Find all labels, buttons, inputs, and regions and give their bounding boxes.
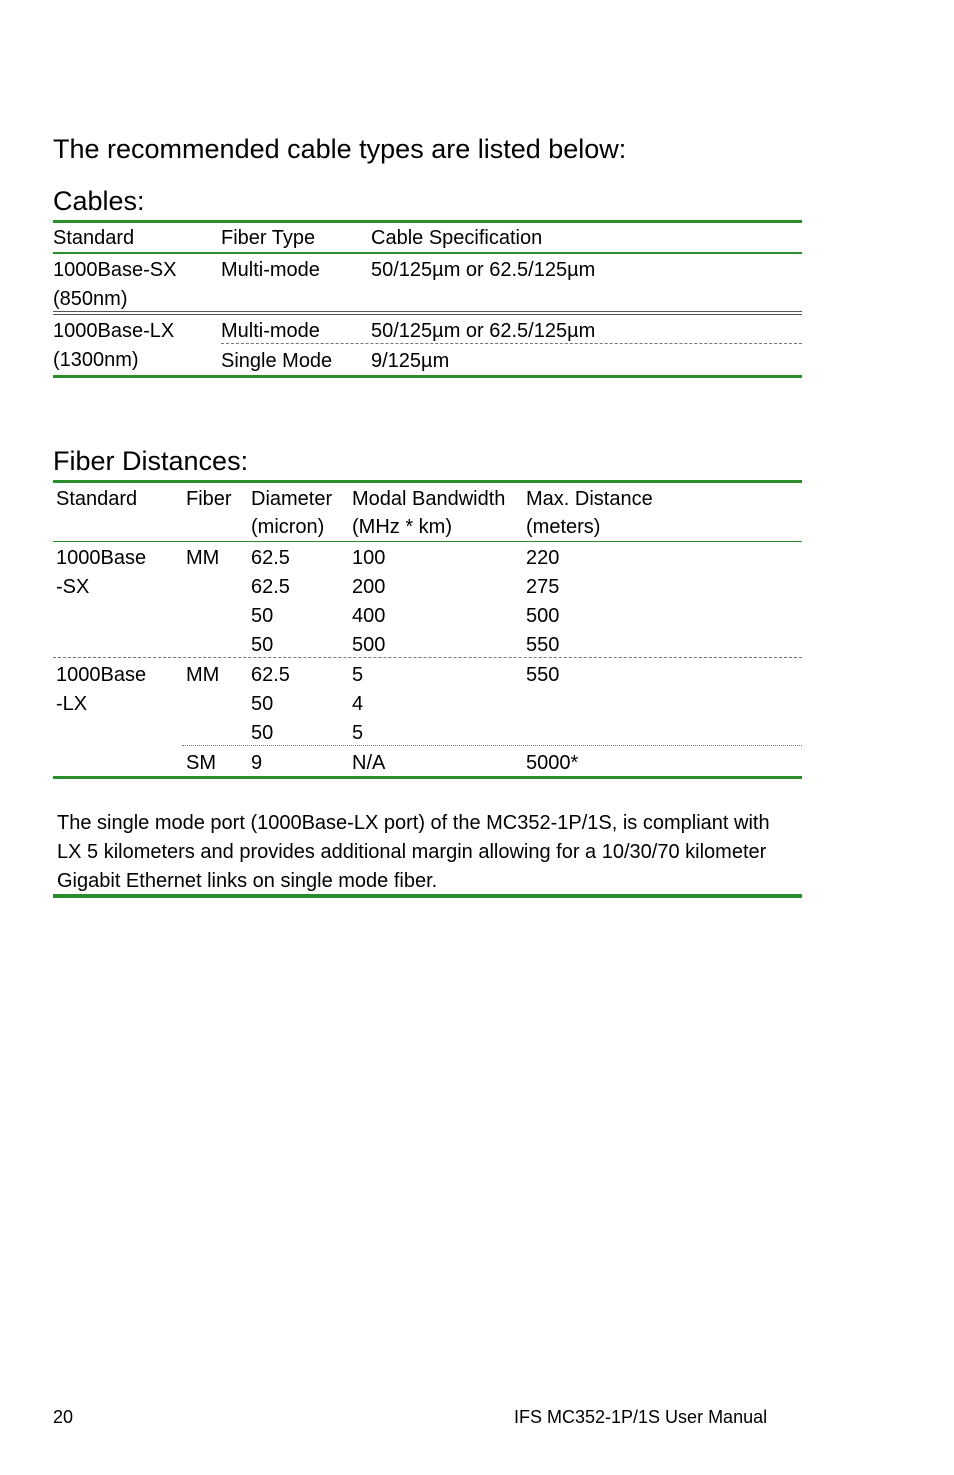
distances-cell-diameter: 50 (251, 722, 274, 744)
distances-cell-diameter: 50 (251, 634, 274, 656)
distances-cell-bandwidth: 200 (352, 576, 386, 598)
distances-cell-diameter: 9 (251, 752, 263, 774)
distances-header-diameter-unit: (micron) (251, 516, 325, 538)
distances-header-fiber: Fiber (186, 488, 232, 510)
cables-header-standard: Standard (53, 227, 135, 249)
cables-cell-standard: 1000Base-LX (53, 320, 175, 342)
distances-cell-max-distance: 5000* (526, 752, 579, 774)
distances-cell-diameter: 50 (251, 605, 274, 627)
note-bottom-rule (53, 894, 802, 898)
distances-cell-fiber: MM (186, 664, 220, 686)
distances-header-diameter: Diameter (251, 488, 333, 510)
distances-cell-bandwidth: 5 (352, 722, 364, 744)
cables-cell-fiber-type: Multi-mode (221, 320, 320, 342)
distances-cell-max-distance: 220 (526, 547, 560, 569)
distances-cell-bandwidth: 400 (352, 605, 386, 627)
distances-cell-bandwidth: 500 (352, 634, 386, 656)
distances-cell-max-distance: 550 (526, 664, 560, 686)
distances-cell-fiber: SM (186, 752, 216, 774)
cables-cell-wavelength: (850nm) (53, 288, 128, 310)
distances-cell-standard: -LX (56, 693, 88, 715)
cables-cell-spec: 50/125µm or 62.5/125µm (371, 320, 596, 342)
distances-title: Fiber Distances: (53, 446, 249, 476)
cables-subrow-rule (221, 343, 802, 344)
cables-cell-fiber-type: Single Mode (221, 350, 333, 372)
cables-cell-wavelength: (1300nm) (53, 349, 139, 371)
cables-top-rule (53, 220, 802, 223)
cables-bottom-rule (53, 375, 802, 378)
distances-cell-bandwidth: 5 (352, 664, 364, 686)
distances-cell-max-distance: 500 (526, 605, 560, 627)
distances-cell-max-distance: 275 (526, 576, 560, 598)
distances-header-max-distance-unit: (meters) (526, 516, 601, 538)
distances-cell-standard: -SX (56, 576, 90, 598)
distances-header-bandwidth: Modal Bandwidth (352, 488, 506, 510)
distances-cell-diameter: 62.5 (251, 547, 290, 569)
cables-cell-spec: 9/125µm (371, 350, 450, 372)
distances-cell-standard: 1000Base (56, 664, 147, 686)
distances-cell-standard: 1000Base (56, 547, 147, 569)
distances-header-rule (53, 541, 802, 542)
cables-header-fiber-type: Fiber Type (221, 227, 316, 249)
cables-cell-fiber-type: Multi-mode (221, 259, 320, 281)
distances-group-rule (53, 657, 802, 658)
distances-top-rule (53, 480, 802, 483)
distances-cell-max-distance: 550 (526, 634, 560, 656)
manual-title: IFS MC352-1P/1S User Manual (514, 1407, 768, 1427)
distances-cell-fiber: MM (186, 547, 220, 569)
distances-cell-diameter: 62.5 (251, 576, 290, 598)
distances-cell-diameter: 50 (251, 693, 274, 715)
distances-bottom-rule (53, 776, 802, 779)
cables-header-spec: Cable Specification (371, 227, 543, 249)
cables-row-rule (53, 311, 802, 315)
intro-heading: The recommended cable types are listed below: (53, 134, 627, 164)
cables-title: Cables: (53, 186, 145, 216)
distances-header-max-distance: Max. Distance (526, 488, 653, 510)
distances-subgroup-rule (182, 745, 802, 746)
cables-cell-standard: 1000Base-SX (53, 259, 177, 281)
distances-cell-bandwidth: N/A (352, 752, 386, 774)
cables-cell-spec: 50/125µm or 62.5/125µm (371, 259, 596, 281)
distances-header-bandwidth-unit: (MHz * km) (352, 516, 452, 538)
distances-cell-bandwidth: 100 (352, 547, 386, 569)
cables-header-rule (53, 252, 802, 254)
single-mode-note: The single mode port (1000Base-LX port) of the MC352-1P/1S, is compliant with LX 5 kilometers and provides additional margin allowing for a 10/30/70 kilometer Gigabit Ethernet links on single mode fiber. (57, 812, 770, 892)
distances-cell-diameter: 62.5 (251, 664, 290, 686)
distances-header-standard: Standard (56, 488, 138, 510)
distances-cell-bandwidth: 4 (352, 693, 364, 715)
page-number: 20 (53, 1407, 74, 1427)
